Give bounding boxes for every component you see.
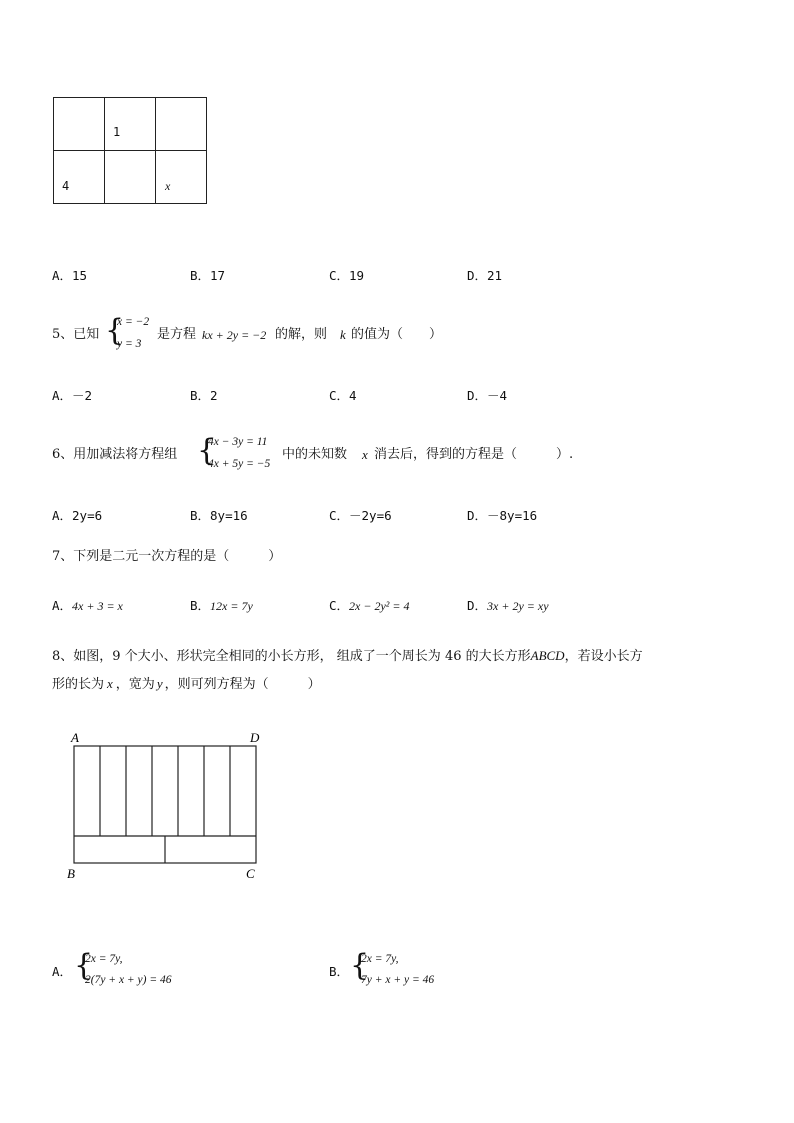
q5-eq2: y = 3 [117,338,142,350]
option-label: B． [190,598,211,613]
label-a: A [71,730,79,745]
q8-option-b-eq2: 7y + x + y = 46 [361,974,435,986]
option-expr: 3x + 2y = xy [487,599,549,613]
q6-option-a: A．2y=6 [52,508,103,523]
q6-option-b: B．8y=16 [190,508,248,523]
grid-cell [105,98,156,151]
q6-var: x [362,447,368,462]
option-label: D． [467,598,488,613]
q5-middle: 是方程 [157,327,197,342]
q5-option-a: A．－2 [52,388,93,403]
q8-line1-c: ，若设小长方 [564,649,643,664]
q6-eq1: 4x − 3y = 11 [208,436,268,448]
option-expr: 2x − 2y² = 4 [349,599,410,613]
system-brace: { [74,948,94,983]
rectangle-figure [60,728,275,883]
label-b: B [67,866,75,881]
system-brace: { [105,313,125,348]
q7-question: 7、下列是二元一次方程的是（ ） [52,549,282,564]
q8-line1 [52,648,643,665]
option-expr: 4x + 3 = x [72,599,123,613]
q8-option-a-eq2: 2(7y + x + y) = 46 [85,974,172,986]
q5-suffix-b: 的值为（ ） [351,327,443,342]
q8-y: y [156,676,163,691]
grid-variable: x [165,179,171,193]
q6-middle: 中的未知数 [282,447,348,462]
q5-equation: kx + 2y = −2 [202,328,267,342]
q4-option-a: A．15 [52,268,88,283]
q8-line2-c: ，则可列方程为（ ） [164,677,321,692]
grid-value: 4 [62,179,70,193]
q5-eq1: x = −2 [117,316,150,328]
q4-option-c: C．19 [329,268,365,283]
option-label: A． [52,598,73,613]
option-label: C． [329,598,350,613]
grid-cell [54,98,105,151]
q4-option-d: D．21 [467,268,503,283]
grid-value: 1 [113,125,121,139]
label-d: D [250,730,260,745]
q8-option-b-label: B． [329,964,350,979]
q6-suffix: 消去后，得到的方程是（ ）. [374,447,574,462]
q8-option-b-eq1: 2x = 7y, [361,953,399,965]
q5-suffix-a: 的解，则 [275,327,328,342]
system-brace: { [350,948,370,983]
q5-option-b: B．2 [190,388,218,403]
q6-prefix: 6、用加减法将方程组 [52,447,178,462]
q6-option-d: D．－8y=16 [467,508,538,523]
q7-option-c [329,598,409,615]
q6-eq2: 4x + 5y = −5 [208,458,271,470]
q6-option-c: C．－2y=6 [329,508,392,523]
q8-abcd: ABCD [530,648,565,663]
grid-cell [156,98,207,151]
q7-option-b [190,598,253,615]
q5-k: k [340,327,346,342]
grid-cell [156,151,207,204]
q8-line2 [52,676,321,693]
q8-option-a-eq1: 2x = 7y, [85,953,123,965]
q8-x: x [107,676,113,691]
q4-option-b: B．17 [190,268,226,283]
q5-prefix: 5、已知 [52,327,100,342]
q5-option-d: D．－4 [467,388,508,403]
q5-option-c: C．4 [329,388,357,403]
label-c: C [246,866,255,881]
grid-cell [105,151,156,204]
q7-option-d [467,598,549,615]
q7-option-a [52,598,123,615]
q8-line2-a: 形的长为 [52,677,105,692]
option-expr: 12x = 7y [210,599,253,613]
grid-cell [54,151,105,204]
q8-option-a-label: A． [52,964,73,979]
system-brace: { [197,433,217,468]
q8-line2-b: ，宽为 [115,677,155,692]
number-grid [53,97,207,204]
q8-line1-a: 8、如图，9 个大小、形状完全相同的小长方形， 组成了一个周长为 46 的大长方形 [52,649,531,664]
